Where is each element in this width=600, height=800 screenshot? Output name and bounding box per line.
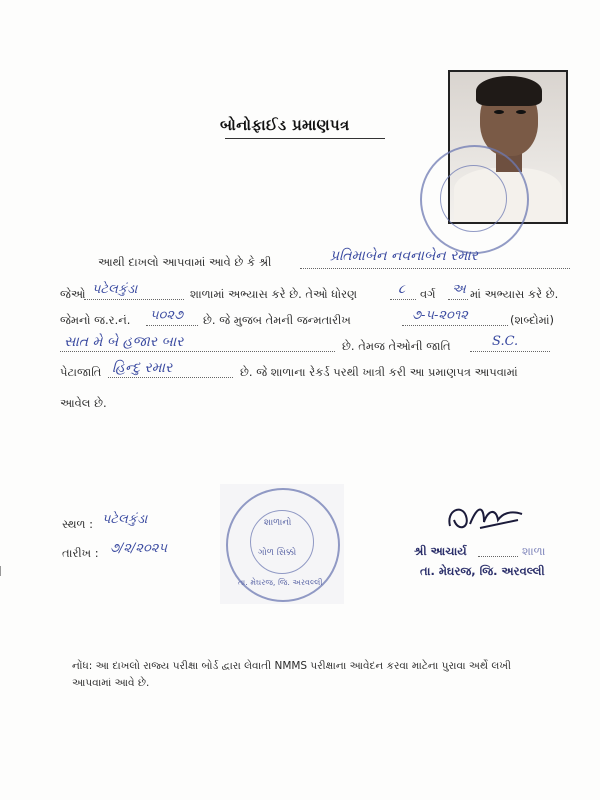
body-line2-text-a: શાળામાં અભ્યાસ કરે છે. તેઓ ધોરણ <box>190 287 358 301</box>
note-line2: આપવામાં આવે છે. <box>72 677 150 689</box>
dotted-line <box>478 556 518 557</box>
dotted-line <box>470 351 550 352</box>
seal-text-2: ગોળ સિક્કો <box>258 548 297 558</box>
dotted-line <box>84 299 184 300</box>
page-edge-mark <box>0 566 7 576</box>
school-name: પટેલકુંડા <box>92 282 138 297</box>
date-value: ૭/૨/૨૦૨૫ <box>110 541 168 556</box>
dotted-line <box>390 299 416 300</box>
principal-signature <box>440 498 530 538</box>
body-line4-text-a: છે. તેમજ તેઓની જાતિ <box>342 339 451 353</box>
body-line3-text-c: (શબ્દોમાં) <box>510 313 555 327</box>
dob-in-words: સાત મે બે હજાર બાર <box>64 334 184 350</box>
dotted-line <box>108 377 233 378</box>
body-line5-text-b: છે. જે શાળાના રેકર્ડ પરથી ખાત્રી કરી આ પ્રમાણપત્ર આપવામાં <box>240 365 518 379</box>
body-line2-text-b: વર્ગ <box>420 287 436 301</box>
body-line6-text: આવેલ છે. <box>60 396 107 410</box>
dotted-line <box>146 325 198 326</box>
certificate-title: બોનોફાઈડ પ્રમાણપત્ર <box>220 116 350 134</box>
note-line1: નોંધ: આ દાખલો રાજ્ય પરીક્ષા બોર્ડ દ્વારા લેવાતી NMMS પરીક્ષાના આવેદન કરવા માટેના પુરાવા અર્થે લખી <box>72 660 511 672</box>
body-line2-prefix: જેઓ <box>60 287 86 301</box>
seal-ring-text: તા. મેઘરજ, જિ. અરવલ્લી <box>238 578 323 587</box>
principal-location: તા. મેઘરજ, જિ. અરવલ્લી <box>420 564 545 578</box>
title-underline <box>225 138 385 139</box>
dotted-line <box>402 325 508 326</box>
photo-stamp-inner <box>440 165 507 232</box>
student-name: પ્રતિમાબેન નવનાબેન રમાર <box>330 248 478 264</box>
body-line2-text-c: માં અભ્યાસ કરે છે. <box>470 287 559 301</box>
dotted-line <box>300 268 570 269</box>
date-of-birth: ૭-૫-૨૦૧૨ <box>412 308 468 323</box>
student-standard: ૮ <box>398 282 406 297</box>
dotted-line <box>60 351 335 352</box>
date-label: તારીખ : <box>62 546 99 560</box>
student-class: અ <box>452 282 466 297</box>
caste: S.C. <box>492 334 519 349</box>
sub-caste: હિન્દુ રમાર <box>112 360 173 376</box>
body-line5-text-a: પેટાજાતિ <box>60 365 102 379</box>
grn-number: ૫૦૨૭ <box>150 308 184 323</box>
place-value: પટેલકુંડા <box>102 512 148 527</box>
seal-text-1: શાળાનો <box>264 518 292 528</box>
principal-school-suffix: શાળા <box>522 544 546 558</box>
principal-title: શ્રી આચાર્ય <box>414 544 467 558</box>
body-line3-text-a: જેમનો જ.ર.નં. <box>60 313 131 327</box>
place-label: સ્થળ : <box>62 517 94 531</box>
body-line1-text: આથી દાખલો આપવામાં આવે છે કે શ્રી <box>98 255 272 269</box>
body-line3-text-b: છે. જે મુજબ તેમની જન્મતારીખ <box>203 313 351 327</box>
dotted-line <box>448 299 468 300</box>
